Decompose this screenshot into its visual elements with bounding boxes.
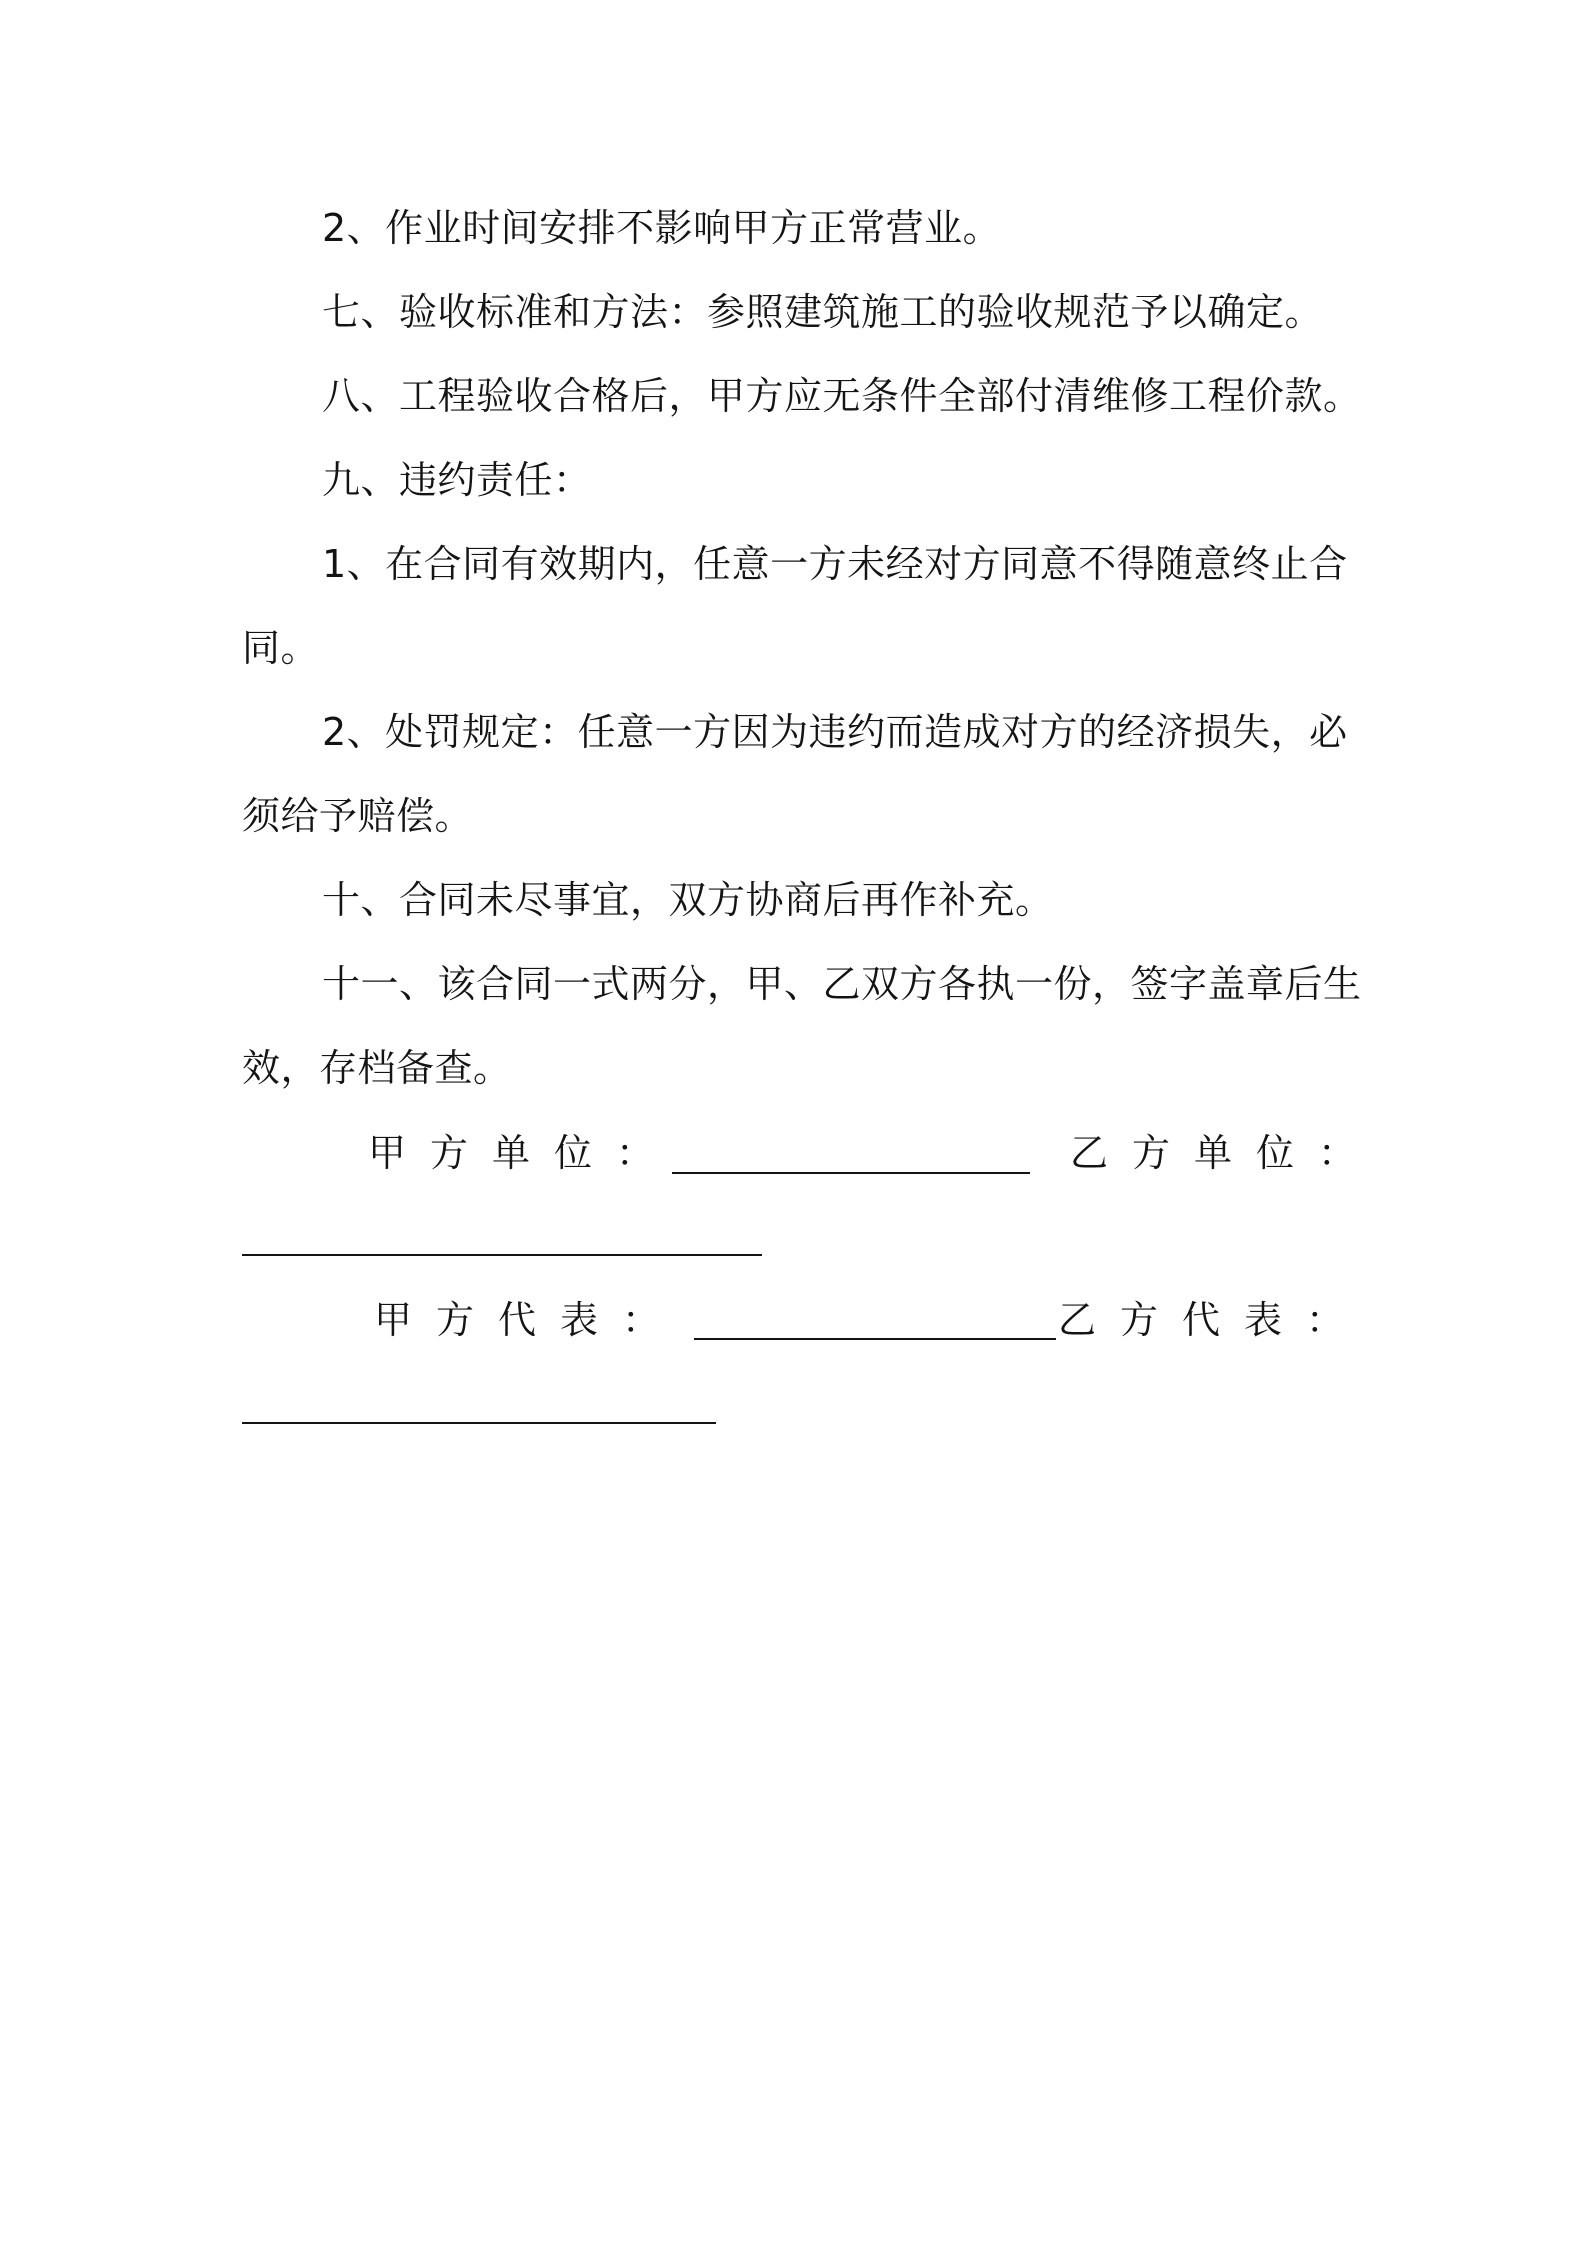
- paragraph-acceptance-standard: 七、验收标准和方法：参照建筑施工的验收规范予以确定。: [322, 290, 1324, 334]
- paragraph-termination: 1、在合同有效期内，任意一方未经对方同意不得随意终止合同。: [242, 542, 1348, 670]
- paragraph-payment: 八、工程验收合格后，甲方应无条件全部付清维修工程价款。: [322, 374, 1362, 418]
- party-b-rep-row: [1058, 1295, 1368, 1345]
- party-a-unit-row: [368, 1128, 678, 1178]
- party-a-unit-blank[interactable]: [672, 1172, 1030, 1174]
- party-b-rep-blank[interactable]: [242, 1422, 716, 1424]
- party-a-rep-label: 甲方代表：: [374, 1298, 685, 1342]
- party-b-unit-label: 乙方单位：: [1070, 1131, 1381, 1175]
- party-b-rep-label: 乙方代表：: [1058, 1298, 1369, 1342]
- paragraph-work-schedule: 2、作业时间安排不影响甲方正常营业。: [322, 206, 1002, 250]
- paragraph-breach-heading: 九、违约责任：: [322, 458, 592, 502]
- party-b-unit-row: [1070, 1128, 1380, 1178]
- party-b-unit-blank[interactable]: [242, 1254, 762, 1256]
- party-a-unit-label: 甲方单位：: [368, 1131, 679, 1175]
- party-a-rep-row: [374, 1295, 684, 1345]
- paragraph-supplement: 十、合同未尽事宜，双方协商后再作补充。: [322, 878, 1054, 922]
- party-a-rep-blank[interactable]: [694, 1338, 1056, 1340]
- paragraph-penalty: 2、处罚规定：任意一方因为违约而造成对方的经济损失，必须给予赔偿。: [242, 710, 1348, 838]
- paragraph-copies: 十一、该合同一式两分，甲、乙双方各执一份，签字盖章后生效，存档备查。: [242, 962, 1362, 1090]
